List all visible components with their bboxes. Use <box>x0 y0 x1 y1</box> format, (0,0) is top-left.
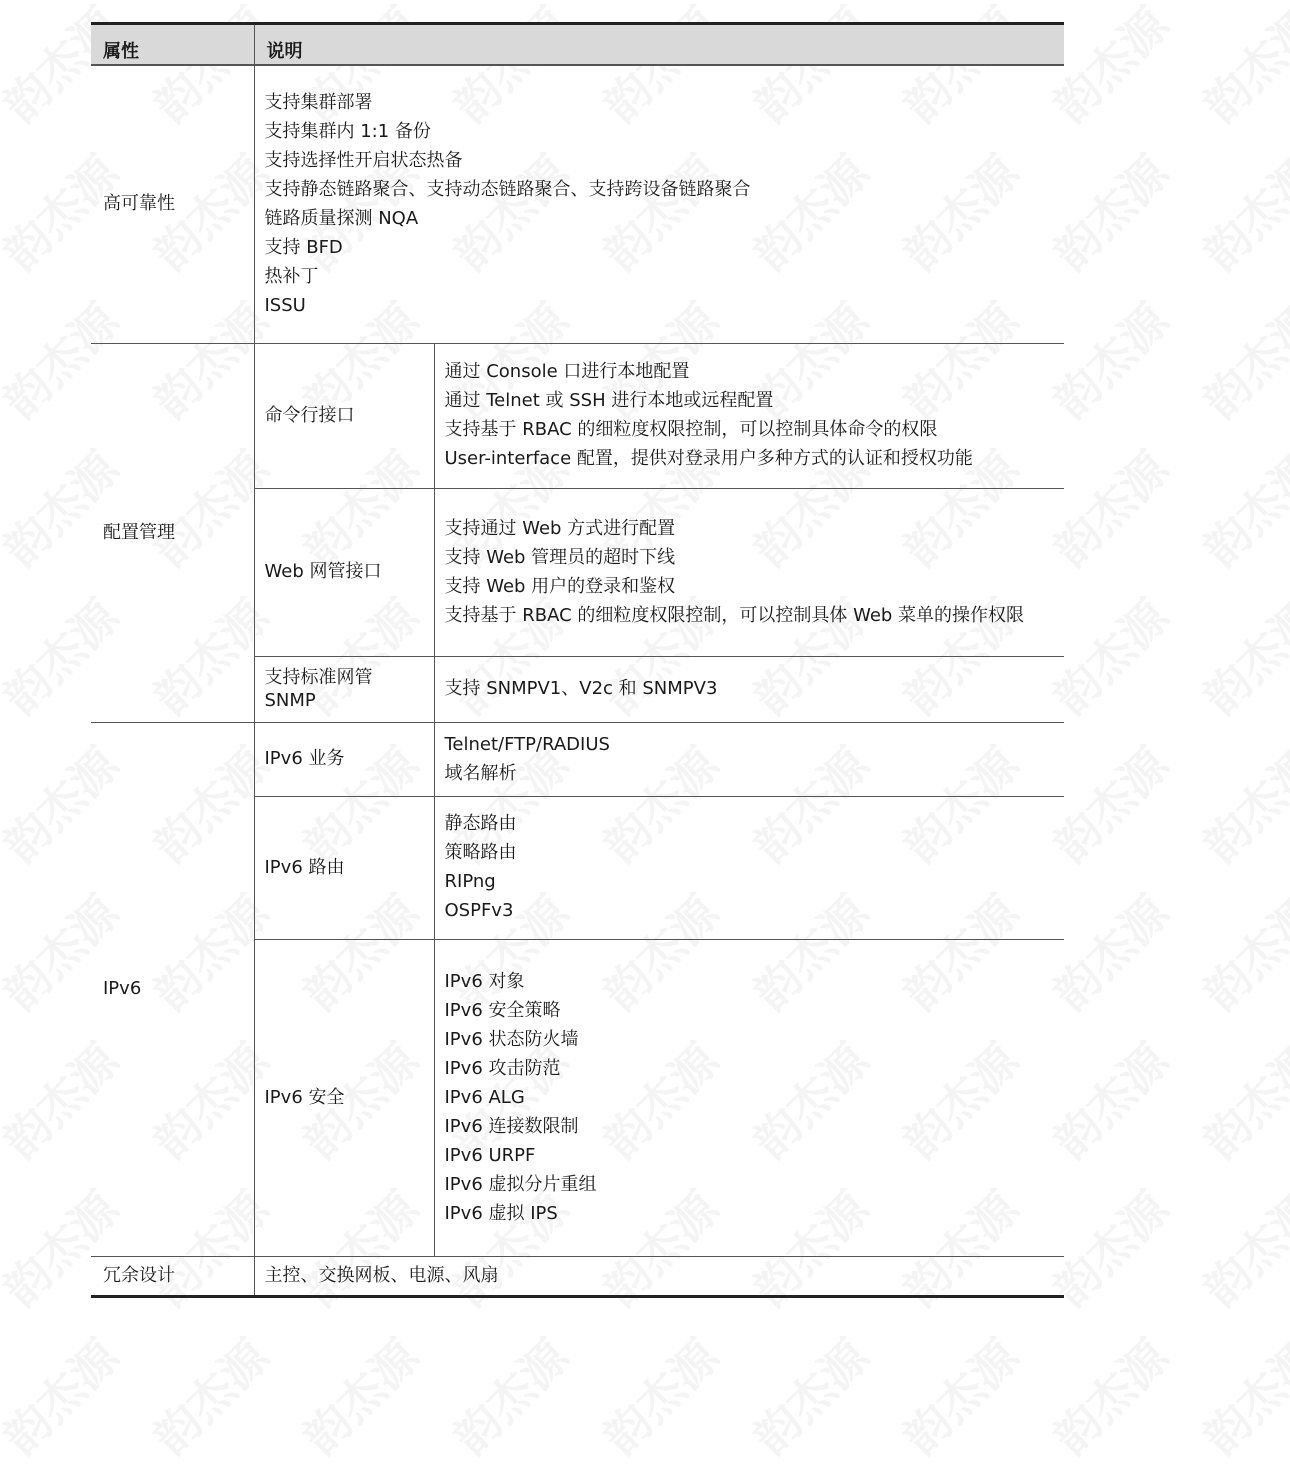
attr-high-availability: 高可靠性 <box>91 65 254 344</box>
watermark <box>1187 1027 1290 1171</box>
desc-snmp <box>434 657 1064 723</box>
watermark <box>1187 583 1290 727</box>
watermark <box>1187 139 1290 283</box>
list-item: IPv6 安全策略 <box>444 999 561 1021</box>
list-item: Telnet/FTP/RADIUS <box>444 733 610 755</box>
table-row <box>91 1257 1064 1297</box>
desc-web <box>434 489 1064 657</box>
watermark <box>137 1323 281 1467</box>
list-item: 热补丁 <box>264 265 319 287</box>
spec-table <box>91 22 1064 1298</box>
table-header-row <box>91 24 1064 65</box>
item-list <box>445 678 1055 701</box>
item-list <box>445 518 1055 628</box>
attr-ipv6: IPv6 <box>91 723 254 1257</box>
list-item: 主控、交换网板、电源、风扇 <box>264 1264 499 1286</box>
item-list <box>445 361 1055 471</box>
list-item: IPv6 虚拟分片重组 <box>444 1173 597 1195</box>
list-item: 支持 Web 用户的登录和鉴权 <box>444 575 676 597</box>
list-item: 静态路由 <box>444 813 517 835</box>
list-item: ISSU <box>264 294 306 316</box>
list-item: 支持基于 RBAC 的细粒度权限控制，可以控制具体 Web 菜单的操作权限 <box>444 604 1025 626</box>
attr-redundancy: 冗余设计 <box>91 1257 254 1297</box>
sub-ipv6-security: IPv6 安全 <box>254 940 434 1257</box>
watermark <box>887 1323 1031 1467</box>
header-attr: 属性 <box>91 24 254 65</box>
list-item: 支持 SNMPV1、V2c 和 SNMPV3 <box>444 678 718 700</box>
list-item: 支持基于 RBAC 的细粒度权限控制，可以控制具体命令的权限 <box>444 419 938 441</box>
item-list <box>445 734 1055 786</box>
watermark <box>1187 731 1290 875</box>
item-list <box>445 971 1055 1226</box>
watermark <box>287 1323 431 1467</box>
list-item: IPv6 对象 <box>444 970 525 992</box>
watermark <box>0 1323 131 1467</box>
watermark <box>1187 1323 1290 1467</box>
list-item: 支持集群内 1:1 备份 <box>264 120 431 142</box>
item-list <box>265 1265 1055 1288</box>
list-item: IPv6 URPF <box>444 1144 536 1166</box>
list-item: RIPng <box>444 871 496 893</box>
table-row <box>91 65 1064 344</box>
desc-redundancy <box>254 1257 1064 1297</box>
desc-high-availability <box>254 65 1064 344</box>
watermark <box>1187 0 1290 135</box>
list-item: 支持选择性开启状态热备 <box>264 149 463 171</box>
watermark <box>1187 287 1290 431</box>
item-list <box>265 92 1055 318</box>
desc-ipv6-service <box>434 723 1064 797</box>
list-item: IPv6 ALG <box>444 1086 525 1108</box>
list-item: 域名解析 <box>444 762 517 784</box>
item-list <box>445 813 1055 923</box>
list-item: 通过 Telnet 或 SSH 进行本地或远程配置 <box>444 390 774 412</box>
watermark <box>1187 1175 1290 1319</box>
list-item: IPv6 攻击防范 <box>444 1057 561 1079</box>
list-item: 支持集群部署 <box>264 91 373 113</box>
watermark <box>1187 435 1290 579</box>
watermark <box>1187 879 1290 1023</box>
list-item: 支持 BFD <box>264 236 343 258</box>
attr-config-management: 配置管理 <box>91 344 254 723</box>
watermark <box>1037 1323 1181 1467</box>
sub-cli: 命令行接口 <box>254 344 434 489</box>
list-item: IPv6 连接数限制 <box>444 1115 579 1137</box>
list-item: IPv6 状态防火墙 <box>444 1028 579 1050</box>
list-item: 支持 Web 管理员的超时下线 <box>444 546 676 568</box>
sub-web: Web 网管接口 <box>254 489 434 657</box>
sub-snmp: 支持标准网管 SNMP <box>254 657 434 723</box>
table-row <box>91 723 1064 797</box>
list-item: 支持静态链路聚合、支持动态链路聚合、支持跨设备链路聚合 <box>264 178 751 200</box>
table-row <box>91 344 1064 489</box>
list-item: 支持通过 Web 方式进行配置 <box>444 517 676 539</box>
watermark <box>737 1323 881 1467</box>
desc-ipv6-security <box>434 940 1064 1257</box>
watermark <box>437 1323 581 1467</box>
list-item: IPv6 虚拟 IPS <box>444 1202 558 1224</box>
watermark <box>587 1323 731 1467</box>
sub-ipv6-routing: IPv6 路由 <box>254 797 434 940</box>
list-item: OSPFv3 <box>444 900 514 922</box>
header-desc: 说明 <box>254 24 1064 65</box>
list-item: User-interface 配置，提供对登录用户多种方式的认证和授权功能 <box>444 448 973 470</box>
desc-ipv6-routing <box>434 797 1064 940</box>
list-item: 通过 Console 口进行本地配置 <box>444 361 690 383</box>
desc-cli <box>434 344 1064 489</box>
list-item: 链路质量探测 NQA <box>264 207 419 229</box>
sub-ipv6-service: IPv6 业务 <box>254 723 434 797</box>
list-item: 策略路由 <box>444 842 517 864</box>
